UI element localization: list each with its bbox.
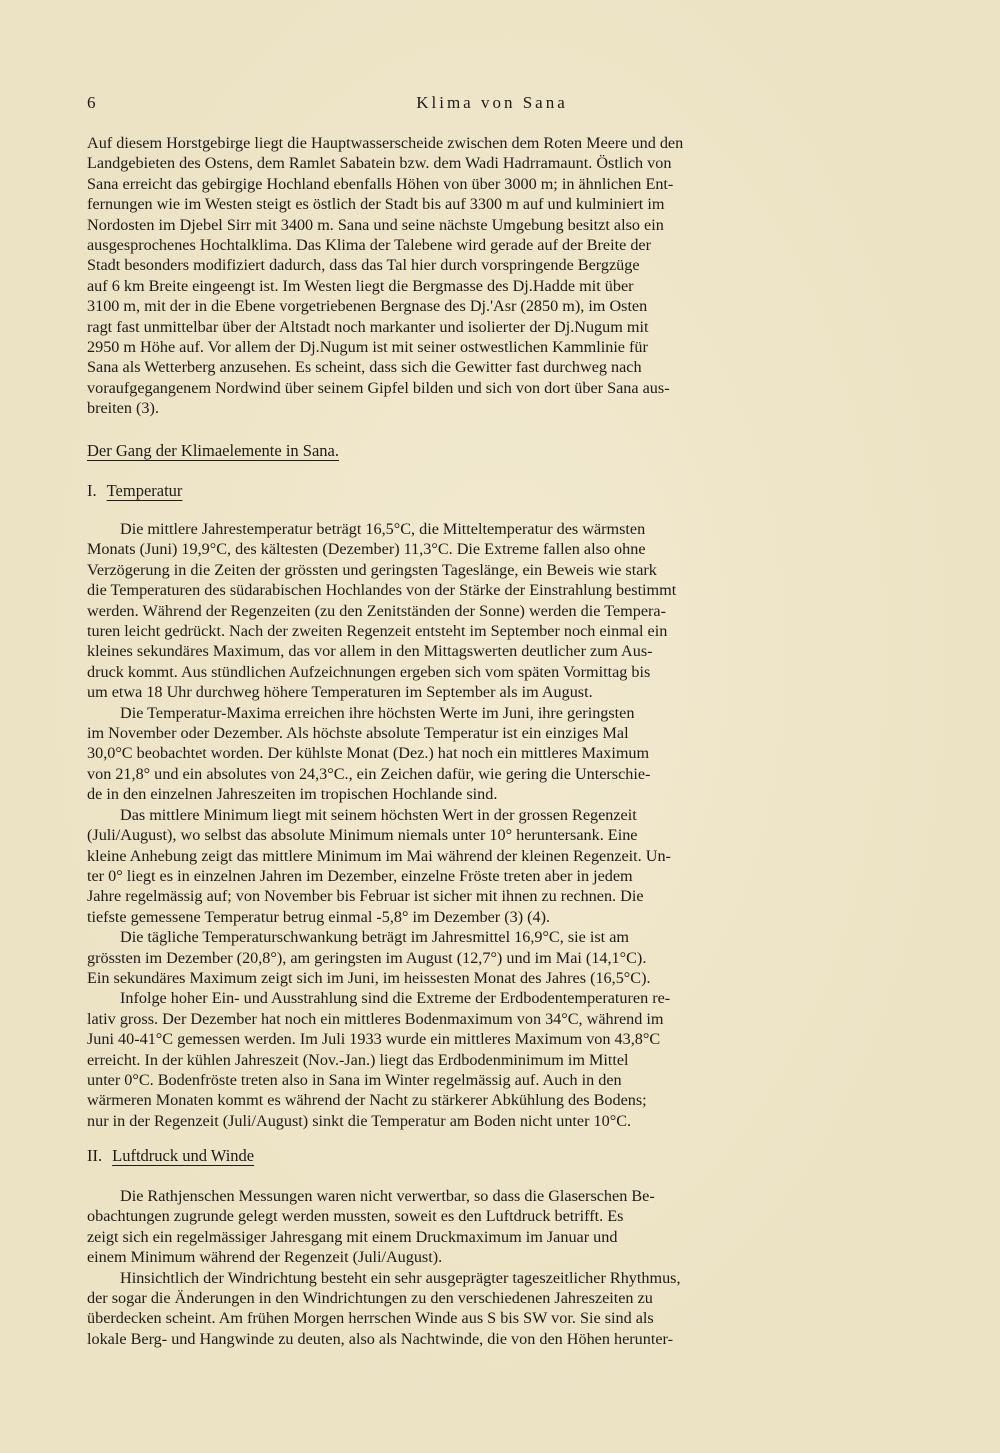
luftdruck-heading-number: II. xyxy=(87,1146,103,1165)
luftdruck-heading xyxy=(87,1146,254,1166)
page-header xyxy=(87,93,897,117)
temperatur-heading-title: Temperatur xyxy=(106,481,183,500)
temperatur-paragraph: Die Temperatur-Maxima erreichen ihre höchsten Werte im Juni, ihre geringsten im November oder Dezember. Als höchste absolute Temperatur ist ein einziges Mal 30,0°C beobachtet worden. Der kühlste Monat (Dez.) hat noch ein mittleres Maximum von 21,8° und ein absolutes von 24,3°C., ein Zeichen dafür, wie gering die Unterschie- de in den einzelnen Jahreszeiten im tropischen Hochlande sind. xyxy=(87,703,651,804)
intro-paragraph: Auf diesem Horstgebirge liegt die Hauptwasserscheide zwischen dem Roten Meere und den Landgebieten des Ostens, dem Ramlet Sabatein bzw. dem Wadi Hadrramaunt. Östlich von Sana erreicht das gebirgige Hochland ebenfalls Höhen von über 3000 m; in ähnlichen Ent- fernungen wie im Westen steigt es östlich der Stadt bis auf 3300 m auf und kulminiert im Nordosten im Djebel Sirr mit 3400 m. Sana und seine nächste Umgebung besitzt also ein ausgesprochenes Hochtalklima. Das Klima der Talebene wird gerade auf der Breite der Stadt besonders modifiziert dadurch, dass das Tal hier durch vorspringende Bergzüge auf 6 km Breite eingeengt ist. Im Westen liegt die Bergmasse des Dj.Hadde mit über 3100 m, mit der in die Ebene vorgetriebenen Bergnase des Dj.'Asr (2850 m), im Osten ragt fast unmittelbar über der Altstadt noch markanter und isolierter der Dj.Nugum mit 2950 m Höhe auf. Vor allem der Dj.Nugum ist mit seiner ostwestlichen Kammlinie für Sana als Wetterberg anzusehen. Es scheint, dass sich die Gewitter fast durchweg nach voraufgegangenem Nordwind über seinem Gipfel bilden und sich von dort über Sana aus- breiten (3). xyxy=(87,134,684,418)
running-title: Klima von Sana xyxy=(416,93,568,112)
luftdruck-heading-title: Luftdruck und Winde xyxy=(112,1146,255,1165)
luftdruck-paragraph: Hinsichtlich der Windrichtung besteht ein sehr ausgeprägter tageszeitlicher Rhythmus, der sogar die Änderungen in den Windrichtungen zu den verschiedenen Jahreszeiten zu überdecken scheint. Am frühen Morgen herrschen Winde aus S bis SW vor. Sie sind als lokale Berg- und Hangwinde zu deuten, also als Nachtwinde, die von den Höhen herunter- xyxy=(87,1268,681,1348)
intro-text-block xyxy=(87,133,897,419)
temperatur-paragraph: Infolge hoher Ein- und Ausstrahlung sind die Extreme der Erdbodentemperaturen re- lativ gross. Der Dezember hat noch ein mittleres Bodenmaximum von 34°C, während im Juni 40-41°C gemessen werden. Im Juli 1933 wurde ein mittleres Maximum von 43,8°C erreicht. In der kühlen Jahreszeit (Nov.-Jan.) liegt das Erdbodenminimum im Mittel unter 0°C. Bodenfröste treten also in Sana im Winter regelmässig auf. Auch in den wärmeren Monaten kommt es während der Nacht zu stärkerer Abkühlung des Bodens; nur in der Regenzeit (Juli/August) sinkt die Temperatur am Boden nicht unter 10°C. xyxy=(87,989,671,1130)
section-heading xyxy=(87,441,339,461)
temperatur-heading xyxy=(87,481,182,501)
temperatur-heading-number: I. xyxy=(87,481,97,500)
page-number: 6 xyxy=(87,93,96,112)
temperatur-paragraph: Das mittlere Minimum liegt mit seinem höchsten Wert in der grossen Regenzeit (Juli/August), wo selbst das absolute Minimum niemals unter 10° heruntersank. Eine kleine Anhebung zeigt das mittlere Minimum im Mai während der kleinen Regenzeit. Un- ter 0° liegt es in einzelnen Jahren im Dezember, einzelne Fröste treten aber in jedem Jahre regelmässig auf; von November bis Februar ist sicher mit ihnen zu rechnen. Die tiefste gemessene Temperatur betrug einmal -5,8° im Dezember (3) (4). xyxy=(87,805,671,926)
temperatur-paragraph: Die mittlere Jahrestemperatur beträgt 16,5°C, die Mitteltemperatur des wärmsten Monats (Juni) 19,9°C, des kältesten (Dezember) 11,3°C. Die Extreme fallen also ohne Verzögerung in die Zeiten der grössten und geringsten Tageslänge, ein Beweis wie stark die Temperaturen des südarabischen Hochlandes von der Stärke der Einstrahlung bestimmt werden. Während der Regenzeiten (zu den Zenitständen der Sonne) werden die Tempera- turen leicht gedrückt. Nach der zweiten Regenzeit entsteht im September noch einmal ein kleines sekundäres Maximum, das vor allem in den Mittagswerten deutlicher zum Aus- druck kommt. Aus stündlichen Aufzeichnungen ergeben sich vom späten Vormittag bis um etwa 18 Uhr durchweg höhere Temperaturen im September als im August. xyxy=(87,520,677,702)
section-heading-text: Der Gang der Klimaelemente in Sana. xyxy=(87,441,339,460)
luftdruck-text-block xyxy=(87,1186,897,1349)
temperatur-paragraph: Die tägliche Temperaturschwankung beträgt im Jahresmittel 16,9°C, sie ist am grössten im Dezember (20,8°), am geringsten im August (12,7°) und im Mai (14,1°C). Ein sekundäres Maximum zeigt sich im Juni, im heissesten Monat des Jahres (16,5°C). xyxy=(87,928,651,987)
temperatur-text-block xyxy=(87,519,897,1131)
luftdruck-paragraph: Die Rathjenschen Messungen waren nicht verwertbar, so dass die Glaserschen Be- obachtungen zugrunde gelegt werden mussten, soweit es den Luftdruck betrifft. Es zeigt sich ein regelmässiger Jahresgang mit einem Druckmaximum im Januar und einem Minimum während der Regenzeit (Juli/August). xyxy=(87,1187,655,1267)
